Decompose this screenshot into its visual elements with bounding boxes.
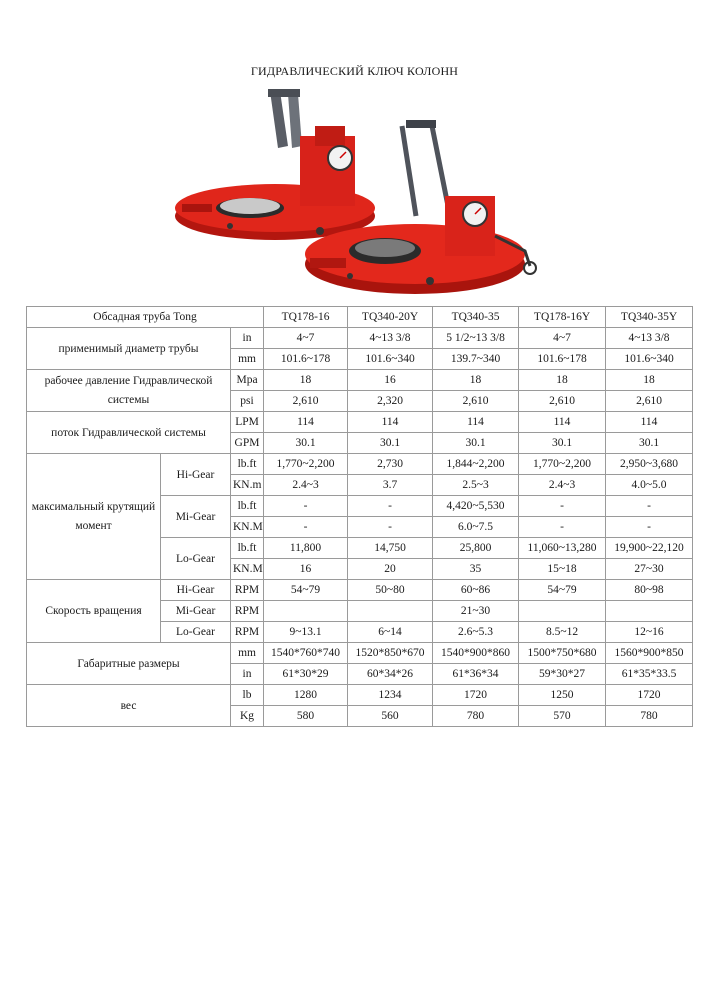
value-cell: 570 [519,706,606,727]
value-cell: 4~13 3/8 [348,328,433,349]
unit-cell: RPM [231,601,264,622]
speed-label-cell: Скорость вращения [27,580,161,643]
value-cell: 2.5~3 [433,475,519,496]
model-header-cell: TQ340-35 [433,307,519,328]
value-cell: 30.1 [348,433,433,454]
header-label-cell: Обсадная труба Tong [27,307,264,328]
unit-cell: in [231,664,264,685]
value-cell: 8.5~12 [519,622,606,643]
value-cell: 12~16 [606,622,693,643]
value-cell: 1500*750*680 [519,643,606,664]
gear-cell: Hi-Gear [161,454,231,496]
value-cell: 780 [433,706,519,727]
value-cell: - [348,517,433,538]
value-cell: 54~79 [519,580,606,601]
value-cell: 25,800 [433,538,519,559]
value-cell [348,601,433,622]
flow-label-cell: поток Гидравлической системы [27,412,231,454]
diameter-row [27,328,693,349]
value-cell: 4.0~5.0 [606,475,693,496]
unit-cell: LPM [231,412,264,433]
value-cell: 1,844~2,200 [433,454,519,475]
value-cell: 2,610 [433,391,519,412]
value-cell: 2,950~3,680 [606,454,693,475]
unit-cell: KN.M [231,517,264,538]
unit-cell: in [231,328,264,349]
flow-row [27,412,693,433]
value-cell: 1,770~2,200 [264,454,348,475]
value-cell: - [519,496,606,517]
value-cell: 61*30*29 [264,664,348,685]
value-cell: 60~86 [433,580,519,601]
value-cell: 19,900~22,120 [606,538,693,559]
unit-cell: Mpa [231,370,264,391]
unit-cell: RPM [231,622,264,643]
pressure-label-cell: рабочее давление Гидравлической системы [27,370,231,412]
value-cell: 3.7 [348,475,433,496]
torque-label-cell: максимальный крутящий момент [27,454,161,580]
value-cell: 4~7 [264,328,348,349]
value-cell: 27~30 [606,559,693,580]
value-cell: 60*34*26 [348,664,433,685]
tong-left-image [175,89,375,240]
value-cell: 59*30*27 [519,664,606,685]
value-cell: 61*35*33.5 [606,664,693,685]
value-cell: 18 [264,370,348,391]
value-cell: 101.6~178 [264,349,348,370]
value-cell: - [519,517,606,538]
value-cell: 2,610 [519,391,606,412]
value-cell: - [348,496,433,517]
spec-table [26,306,693,727]
value-cell: 2,730 [348,454,433,475]
value-cell: 6.0~7.5 [433,517,519,538]
unit-cell: Kg [231,706,264,727]
value-cell: 20 [348,559,433,580]
value-cell: 1280 [264,685,348,706]
value-cell: 1520*850*670 [348,643,433,664]
value-cell: - [606,496,693,517]
unit-cell: GPM [231,433,264,454]
value-cell: 114 [264,412,348,433]
value-cell: 61*36*34 [433,664,519,685]
value-cell: 101.6~340 [348,349,433,370]
value-cell: 18 [606,370,693,391]
model-header-cell: TQ178-16 [264,307,348,328]
value-cell [606,601,693,622]
value-cell: 11,800 [264,538,348,559]
value-cell: - [264,496,348,517]
unit-cell: lb [231,685,264,706]
value-cell: 780 [606,706,693,727]
value-cell: 560 [348,706,433,727]
pressure-row [27,370,693,391]
gear-cell: Hi-Gear [161,580,231,601]
weight-label-cell: вес [27,685,231,727]
value-cell: 1720 [606,685,693,706]
value-cell: 114 [348,412,433,433]
value-cell: 139.7~340 [433,349,519,370]
value-cell: 114 [606,412,693,433]
value-cell: 2.6~5.3 [433,622,519,643]
unit-cell: RPM [231,580,264,601]
value-cell: 1540*760*740 [264,643,348,664]
value-cell: 4~7 [519,328,606,349]
value-cell: 2,610 [264,391,348,412]
weight-row [27,685,693,706]
value-cell: 1540*900*860 [433,643,519,664]
unit-cell: mm [231,349,264,370]
value-cell: 18 [433,370,519,391]
gear-cell: Mi-Gear [161,601,231,622]
unit-cell: lb.ft [231,538,264,559]
gear-cell: Lo-Gear [161,538,231,580]
value-cell: 54~79 [264,580,348,601]
diameter-label-cell: применимый диаметр трубы [27,328,231,370]
value-cell: 80~98 [606,580,693,601]
value-cell: 2.4~3 [264,475,348,496]
product-photo [170,86,540,306]
value-cell: 1234 [348,685,433,706]
unit-cell: psi [231,391,264,412]
value-cell: 114 [433,412,519,433]
value-cell: 4,420~5,530 [433,496,519,517]
value-cell: 30.1 [433,433,519,454]
value-cell: 11,060~13,280 [519,538,606,559]
value-cell: 101.6~178 [519,349,606,370]
speed-row [27,580,693,601]
value-cell: 1720 [433,685,519,706]
value-cell: 9~13.1 [264,622,348,643]
value-cell: 2,610 [606,391,693,412]
value-cell: 101.6~340 [606,349,693,370]
torque-row [27,454,693,475]
unit-cell: KN.M [231,559,264,580]
dimensions-label-cell: Габаритные размеры [27,643,231,685]
value-cell: 50~80 [348,580,433,601]
model-header-cell: TQ340-20Y [348,307,433,328]
value-cell: 16 [264,559,348,580]
unit-cell: mm [231,643,264,664]
value-cell: 14,750 [348,538,433,559]
unit-cell: lb.ft [231,454,264,475]
value-cell: 1250 [519,685,606,706]
gear-cell: Lo-Gear [161,622,231,643]
page-title: ГИДРАВЛИЧЕСКИЙ КЛЮЧ КОЛОНН [250,64,459,78]
unit-cell: KN.m [231,475,264,496]
unit-cell: lb.ft [231,496,264,517]
value-cell: 2.4~3 [519,475,606,496]
value-cell: 35 [433,559,519,580]
value-cell: 30.1 [264,433,348,454]
value-cell: 15~18 [519,559,606,580]
value-cell: 114 [519,412,606,433]
header-row [27,307,693,328]
value-cell: 5 1/2~13 3/8 [433,328,519,349]
value-cell: 30.1 [519,433,606,454]
value-cell: 580 [264,706,348,727]
value-cell: - [606,517,693,538]
model-header-cell: TQ178-16Y [519,307,606,328]
value-cell: 1560*900*850 [606,643,693,664]
value-cell: 4~13 3/8 [606,328,693,349]
value-cell: 6~14 [348,622,433,643]
value-cell: 1,770~2,200 [519,454,606,475]
value-cell [519,601,606,622]
value-cell [264,601,348,622]
gear-cell: Mi-Gear [161,496,231,538]
value-cell: 18 [519,370,606,391]
value-cell: 2,320 [348,391,433,412]
model-header-cell: TQ340-35Y [606,307,693,328]
dimensions-row [27,643,693,664]
value-cell: 21~30 [433,601,519,622]
value-cell: - [264,517,348,538]
value-cell: 30.1 [606,433,693,454]
value-cell: 16 [348,370,433,391]
